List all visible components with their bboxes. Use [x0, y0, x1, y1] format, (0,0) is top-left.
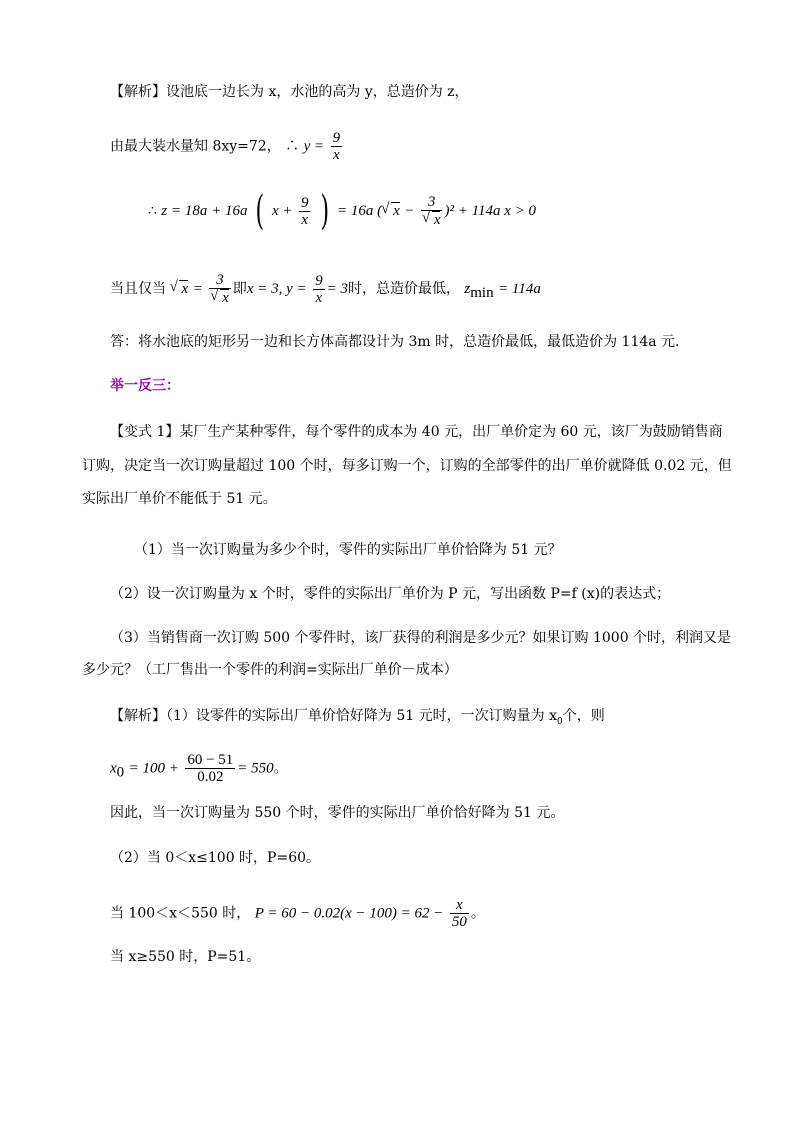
question-1: （1）当一次订购量为多少个时，零件的实际出厂单价恰降为 51 元？	[134, 542, 562, 558]
solution-line-4: （2）当 0＜x≤100 时，P=60。	[110, 850, 321, 866]
fraction-9-over-x: $\frac{9}{x}$	[332, 130, 341, 163]
solution-equation-x0: $x_0 = 100$ + $\frac{60 - 51}{0.02}$ = 550。	[110, 752, 288, 785]
fraction-9-over-x: $\frac{9}{x}$	[315, 272, 323, 306]
therefore-symbol: ∴	[285, 138, 300, 155]
volume-text: 由最大装水量知 8xy=72，	[110, 138, 281, 155]
fraction-9-over-x: $\frac{9}{x}$	[300, 194, 309, 228]
equality-condition: 当且仅当 √ x = 3 √ x 即x = 3, y = $\frac{9}{x}$ = 3时，总造价最低， $z_{min} = 114a$	[110, 272, 541, 306]
variant-line-3: 实际出厂单价不能低于 51 元。	[82, 491, 277, 507]
y-equals: y =	[303, 138, 325, 155]
sqrt-x: √ x	[391, 202, 400, 219]
question-3-line-1: （3）当销售商一次订购 500 个零件时，该厂获得的利润是多少元？如果订购 1000 个时，利润又是	[110, 630, 732, 646]
analysis-text: 设池底一边长为 x，水池的高为 y，总造价为 z，	[166, 84, 469, 100]
therefore-symbol: ∴	[148, 203, 157, 219]
question-2: （2）设一次订购量为 x 个时，零件的实际出厂单价为 P 元，写出函数 P=f (x)的表达式；	[110, 586, 671, 602]
sqrt-x: √ x	[179, 280, 188, 297]
z-min: z	[464, 281, 471, 297]
fraction-3-over-sqrt-x: 3 √ x	[209, 272, 231, 306]
question-3-line-2: 多少元？（工厂售出一个零件的利润=实际出厂单价－成本）	[82, 662, 458, 678]
formula-z: ∴ z = 18a + 16a ( x + $\frac{9}{x}$ ) = 16a (√ x − 3 √ x )² + 114a x > 0	[148, 194, 536, 228]
solution-line-3: 因此，当一次订购量为 550 个时，零件的实际出厂单价恰好降为 51 元。	[110, 805, 565, 821]
analysis-label: 【解析】	[110, 84, 166, 100]
solution-line-1: 【解析】（1）设零件的实际出厂单价恰好降为 51 元时，一次订购量为 $x_0$个，则	[110, 708, 605, 727]
left-paren: (	[255, 188, 265, 234]
fraction-9-over-002: $\frac{60 - 51}{0.02}$	[187, 752, 234, 785]
solution-line-6: 当 x≥550 时，P=51。	[110, 949, 261, 965]
z-expression: z = 18a + 16a	[161, 203, 248, 219]
fraction-3-over-sqrt-x: 3 √ x	[421, 194, 443, 228]
answer-line: 答：将水池底的矩形另一边和长方体高都设计为 3m 时，总造价最低，最低造价为 114a 元．	[110, 334, 690, 350]
fraction-x-over-50: $\frac{x}{50}$	[451, 897, 467, 930]
variant-line-1: 【变式 1】某厂生产某种零件，每个零件的成本为 40 元，出厂单价定为 60 元，该厂为鼓励销售商	[110, 424, 723, 440]
analysis-line-2	[110, 130, 344, 163]
analysis-line-1	[110, 82, 469, 102]
variant-line-2: 订购，决定当一次订购量超过 100 个时，每多订购一个，订购的全部零件的出厂单价就降低 0.02 元，但	[82, 458, 732, 474]
solution-line-5: 当 100＜x＜550 时， P = 60 − 0.02(x − 100) = 62 − $\frac{x}{50}$ 。	[110, 897, 485, 930]
section-heading: 举一反三：	[110, 378, 180, 394]
right-paren: )	[320, 188, 330, 234]
